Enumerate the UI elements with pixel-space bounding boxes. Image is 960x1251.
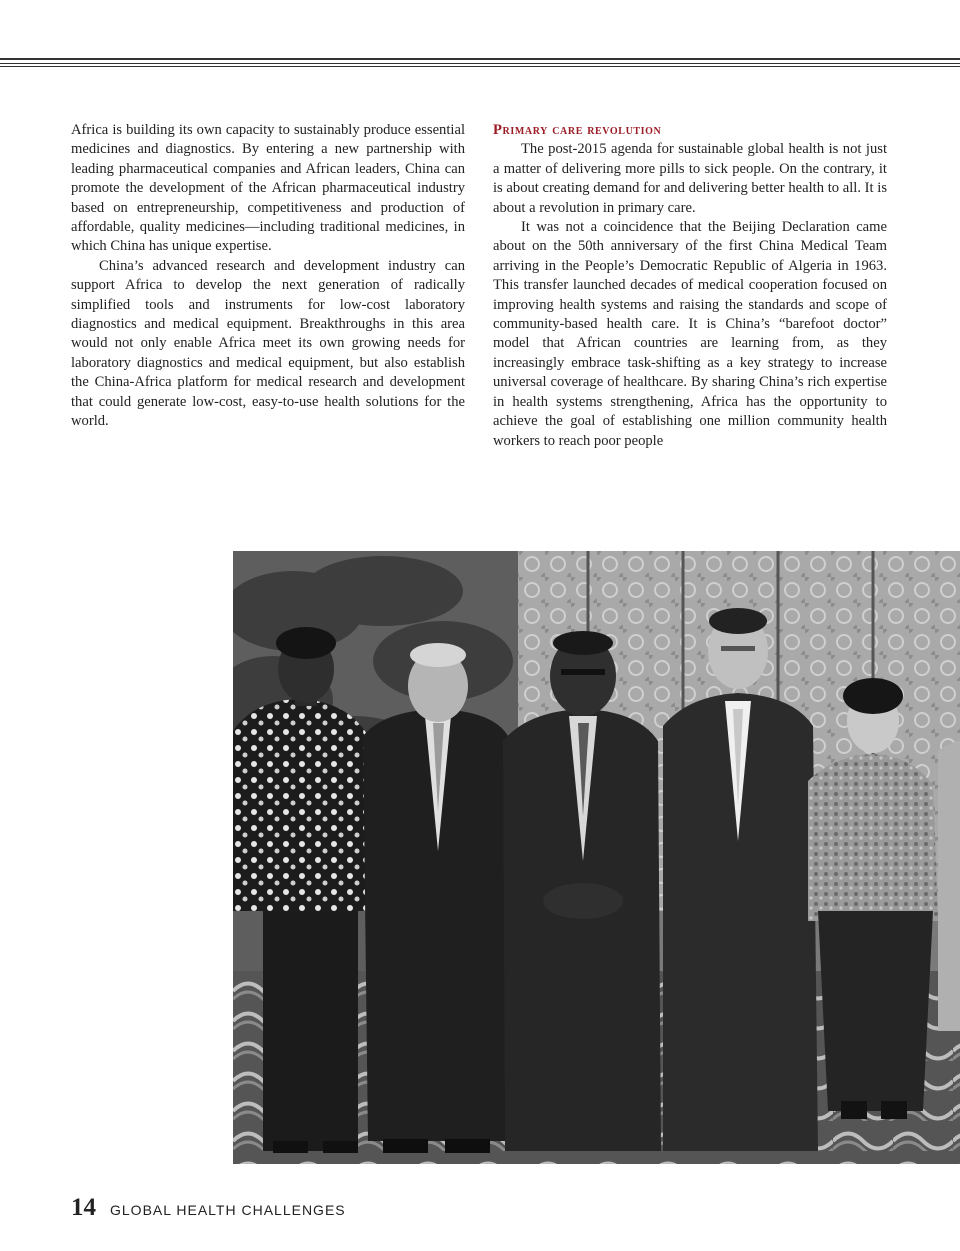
left-column [71, 121, 465, 432]
body-paragraph: Africa is building its own capacity to sustainably produce essential medicines and diagnostics. By entering a new partnership with leading pharmaceutical companies and African leaders, China can promote the development of the African pharmaceutical industry based on entrepreneurship, competitiveness and production of affordable, quality medicines—including traditional medicines, in which China has unique expertise. [71, 122, 465, 255]
group-photo-image [233, 551, 960, 1164]
header-rule [0, 66, 960, 67]
body-paragraph: It was not a coincidence that the Beijing Declaration came about on the 50th anniversary of the first China Medical Team arriving in the People’s Democratic Republic of Algeria in 1963. This transfer launched decades of medical cooperation focused on improving health systems and raising the standards and scope of community-based health care. It is China’s “barefoot doctor” model that African countries are learning from, as they increasingly embrace task-shifting as a key strategy to increase universal coverage of healthcare. By sharing China’s rich expertise in health systems strengthening, Africa has the opportunity to achieve the goal of establishing one million community health workers to reach poor people [493, 219, 887, 449]
page-footer [71, 1194, 346, 1226]
group-photo [233, 551, 960, 1164]
page-number: 14 [71, 1194, 96, 1221]
body-paragraph: China’s advanced research and development industry can support Africa to develop the next generation of radically simplified tools and instruments for low-cost laboratory diagnostics and medical equipment. Breakthroughs in this area would not only enable Africa meet its own growing needs for laboratory diagnostics and medical equipment, but also establish the China-Africa platform for medical research and development that could generate low-cost, easy-to-use health solutions for the world. [71, 257, 465, 430]
header-rule [0, 58, 960, 60]
header-rule [0, 63, 960, 64]
body-paragraph: The post-2015 agenda for sustainable global health is not just a matter of delivering more pills to sick people. On the contrary, it is about creating demand for and delivering better health to all. It is about a revolution in primary care. [493, 141, 887, 216]
right-column [493, 121, 887, 451]
running-footer-title: GLOBAL HEALTH CHALLENGES [110, 1202, 346, 1218]
section-heading: Primary care revolution [493, 122, 662, 138]
